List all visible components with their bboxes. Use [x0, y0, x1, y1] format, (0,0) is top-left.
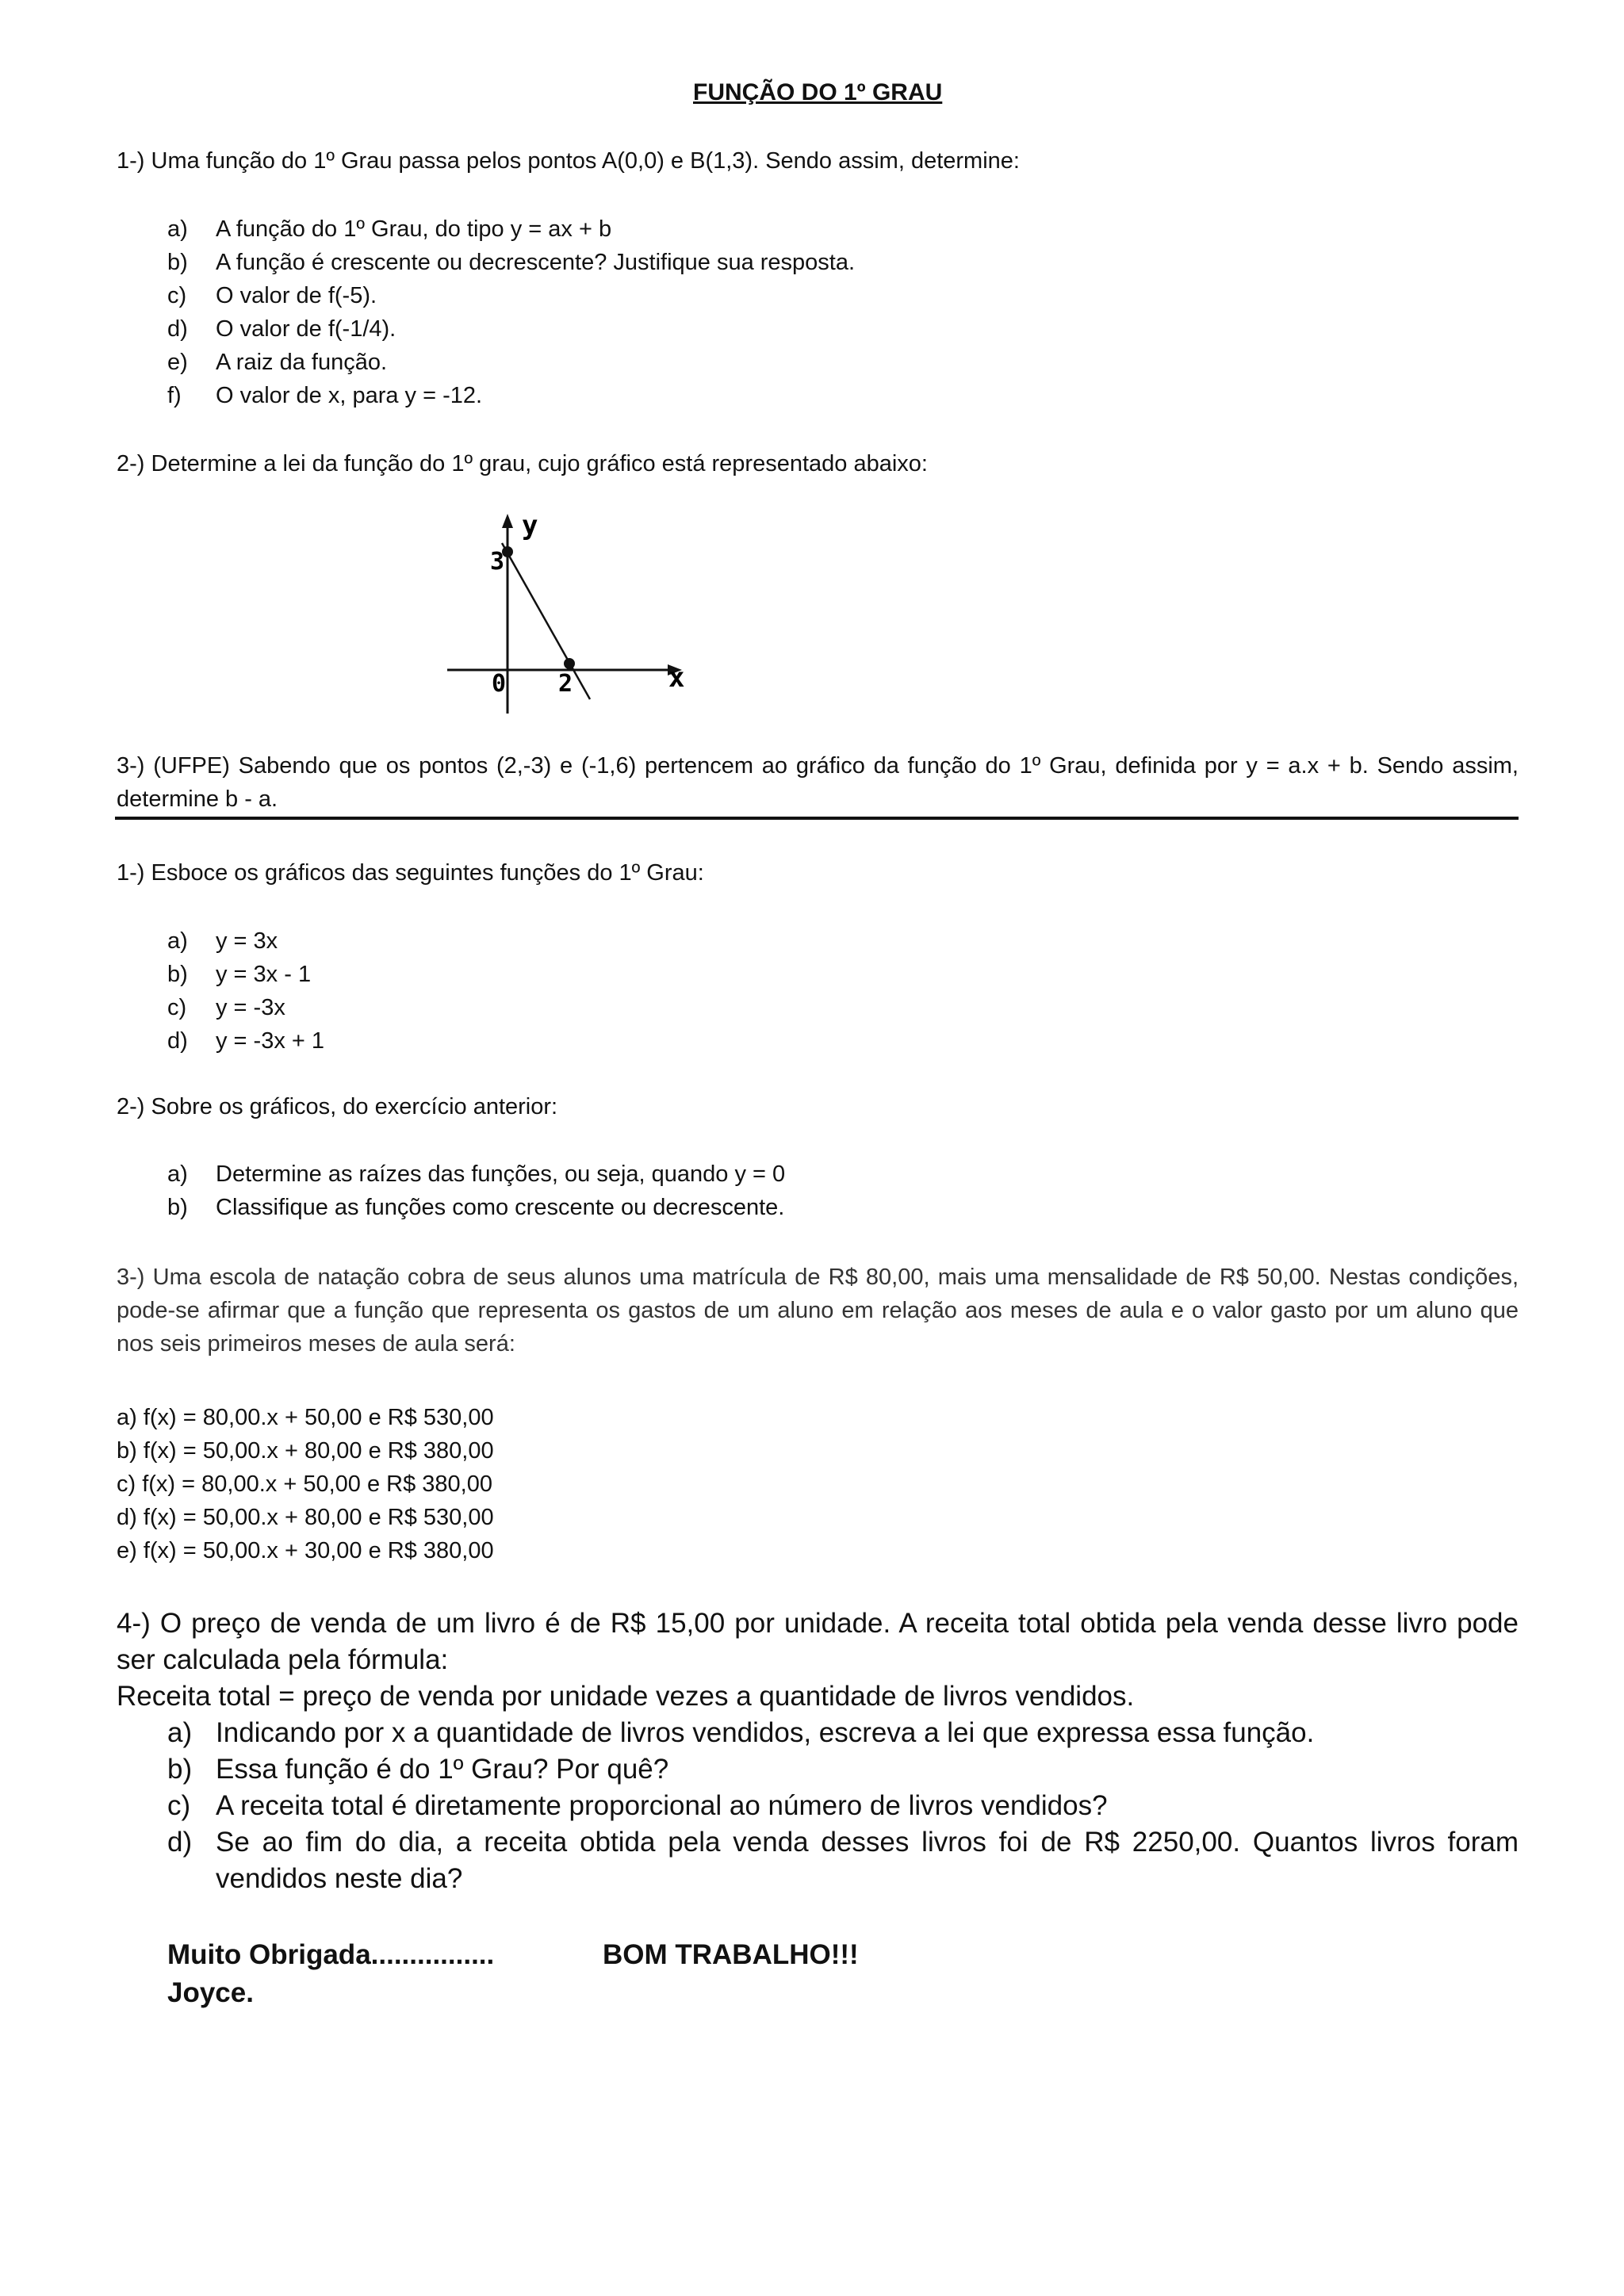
item-label: b): [167, 250, 188, 275]
item-text: y = 3x - 1: [216, 962, 312, 987]
page-title: FUNÇÃO DO 1º GRAU: [693, 79, 943, 105]
x-intercept-point: [564, 658, 575, 669]
y-axis-label: y: [522, 510, 538, 541]
item-label: a): [167, 928, 188, 954]
item-label: f): [167, 383, 182, 408]
item-text: Classifique as funções como crescente ou decrescente.: [216, 1195, 785, 1220]
closing-thanks: Muito Obrigada................: [167, 1939, 495, 1970]
item-text: Essa função é do 1º Grau? Por quê?: [216, 1754, 669, 1785]
item-text: Determine as raízes das funções, ou seja, quando y = 0: [216, 1161, 786, 1187]
item-text: O valor de f(-1/4).: [216, 316, 396, 342]
item-text: O valor de x, para y = -12.: [216, 383, 483, 408]
closing-good-work: BOM TRABALHO!!!: [603, 1939, 859, 1970]
exercise-4-text: 4-) O preço de venda de um livro é de R$ 15,00 por unidade. A receita total obtida pela venda desse livro pode ser calculada pela fórmula:: [117, 1608, 1519, 1675]
option-d: d) f(x) = 50,00.x + 80,00 e R$ 530,00: [117, 1505, 494, 1530]
item-label: b): [167, 1195, 188, 1220]
x-axis-label: x: [668, 662, 685, 694]
option-b: b) f(x) = 50,00.x + 80,00 e R$ 380,00: [117, 1438, 494, 1464]
item-label: a): [167, 1161, 188, 1187]
item-text: y = -3x: [216, 995, 285, 1020]
y-axis-arrow: [502, 514, 513, 528]
item-label: d): [167, 1028, 188, 1054]
origin-label: 0: [492, 670, 507, 698]
option-a: a) f(x) = 80,00.x + 50,00 e R$ 530,00: [117, 1405, 494, 1430]
exercise-3-text: 3-) Uma escola de natação cobra de seus alunos uma matrícula de R$ 80,00, mais uma mensalidade de R$ 50,00. Nestas condições, pode-se afirmar que a função que representa os gastos de um aluno em relação aos meses de aula e o valor gasto por um aluno que nos seis primeiros meses de aula será:: [117, 1265, 1519, 1357]
item-text: A função é crescente ou decrescente? Justifique sua resposta.: [216, 250, 856, 275]
item-label: b): [167, 962, 188, 987]
item-label: d): [167, 1827, 193, 1858]
item-label: c): [167, 1790, 191, 1821]
item-label: a): [167, 1717, 193, 1748]
option-c: c) f(x) = 80,00.x + 50,00 e R$ 380,00: [117, 1471, 492, 1497]
item-label: c): [167, 283, 187, 308]
item-text: Indicando por x a quantidade de livros vendidos, escreva a lei que expressa essa função.: [216, 1717, 1315, 1748]
question-2-text: 2-) Determine a lei da função do 1º grau, cujo gráfico está representado abaixo:: [117, 451, 928, 476]
closing-author: Joyce.: [167, 1977, 254, 2008]
item-text: A raiz da função.: [216, 350, 388, 375]
y-intercept-label: 3: [490, 548, 505, 576]
section-divider: [115, 817, 1519, 820]
item-text: A função do 1º Grau, do tipo y = ax + b: [216, 216, 612, 242]
item-label: b): [167, 1754, 193, 1785]
item-text: Se ao fim do dia, a receita obtida pela venda desses livros foi de R$ 2250,00. Quantos livros foram vendidos neste dia?: [216, 1827, 1519, 1894]
option-e: e) f(x) = 50,00.x + 30,00 e R$ 380,00: [117, 1538, 494, 1563]
function-graph: [444, 507, 698, 721]
item-label: c): [167, 995, 187, 1020]
exercise-1-text: 1-) Esboce os gráficos das seguintes funções do 1º Grau:: [117, 860, 704, 886]
exercise-4-formula: Receita total = preço de venda por unidade vezes a quantidade de livros vendidos.: [117, 1681, 1135, 1712]
x-intercept-label: 2: [558, 670, 573, 698]
item-text: A receita total é diretamente proporcional ao número de livros vendidos?: [216, 1790, 1108, 1821]
item-text: y = -3x + 1: [216, 1028, 325, 1054]
item-label: d): [167, 316, 188, 342]
function-line: [502, 543, 590, 699]
item-label: e): [167, 350, 188, 375]
item-label: a): [167, 216, 188, 242]
item-text: O valor de f(-5).: [216, 283, 377, 308]
item-text: y = 3x: [216, 928, 278, 954]
question-1-text: 1-) Uma função do 1º Grau passa pelos pontos A(0,0) e B(1,3). Sendo assim, determine:: [117, 148, 1020, 174]
exercise-2-text: 2-) Sobre os gráficos, do exercício anterior:: [117, 1094, 558, 1119]
question-3-text: 3-) (UFPE) Sabendo que os pontos (2,-3) e (-1,6) pertencem ao gráfico da função do 1º Grau, definida por y = a.x + b. Sendo assim, determine b - a.: [117, 753, 1519, 812]
